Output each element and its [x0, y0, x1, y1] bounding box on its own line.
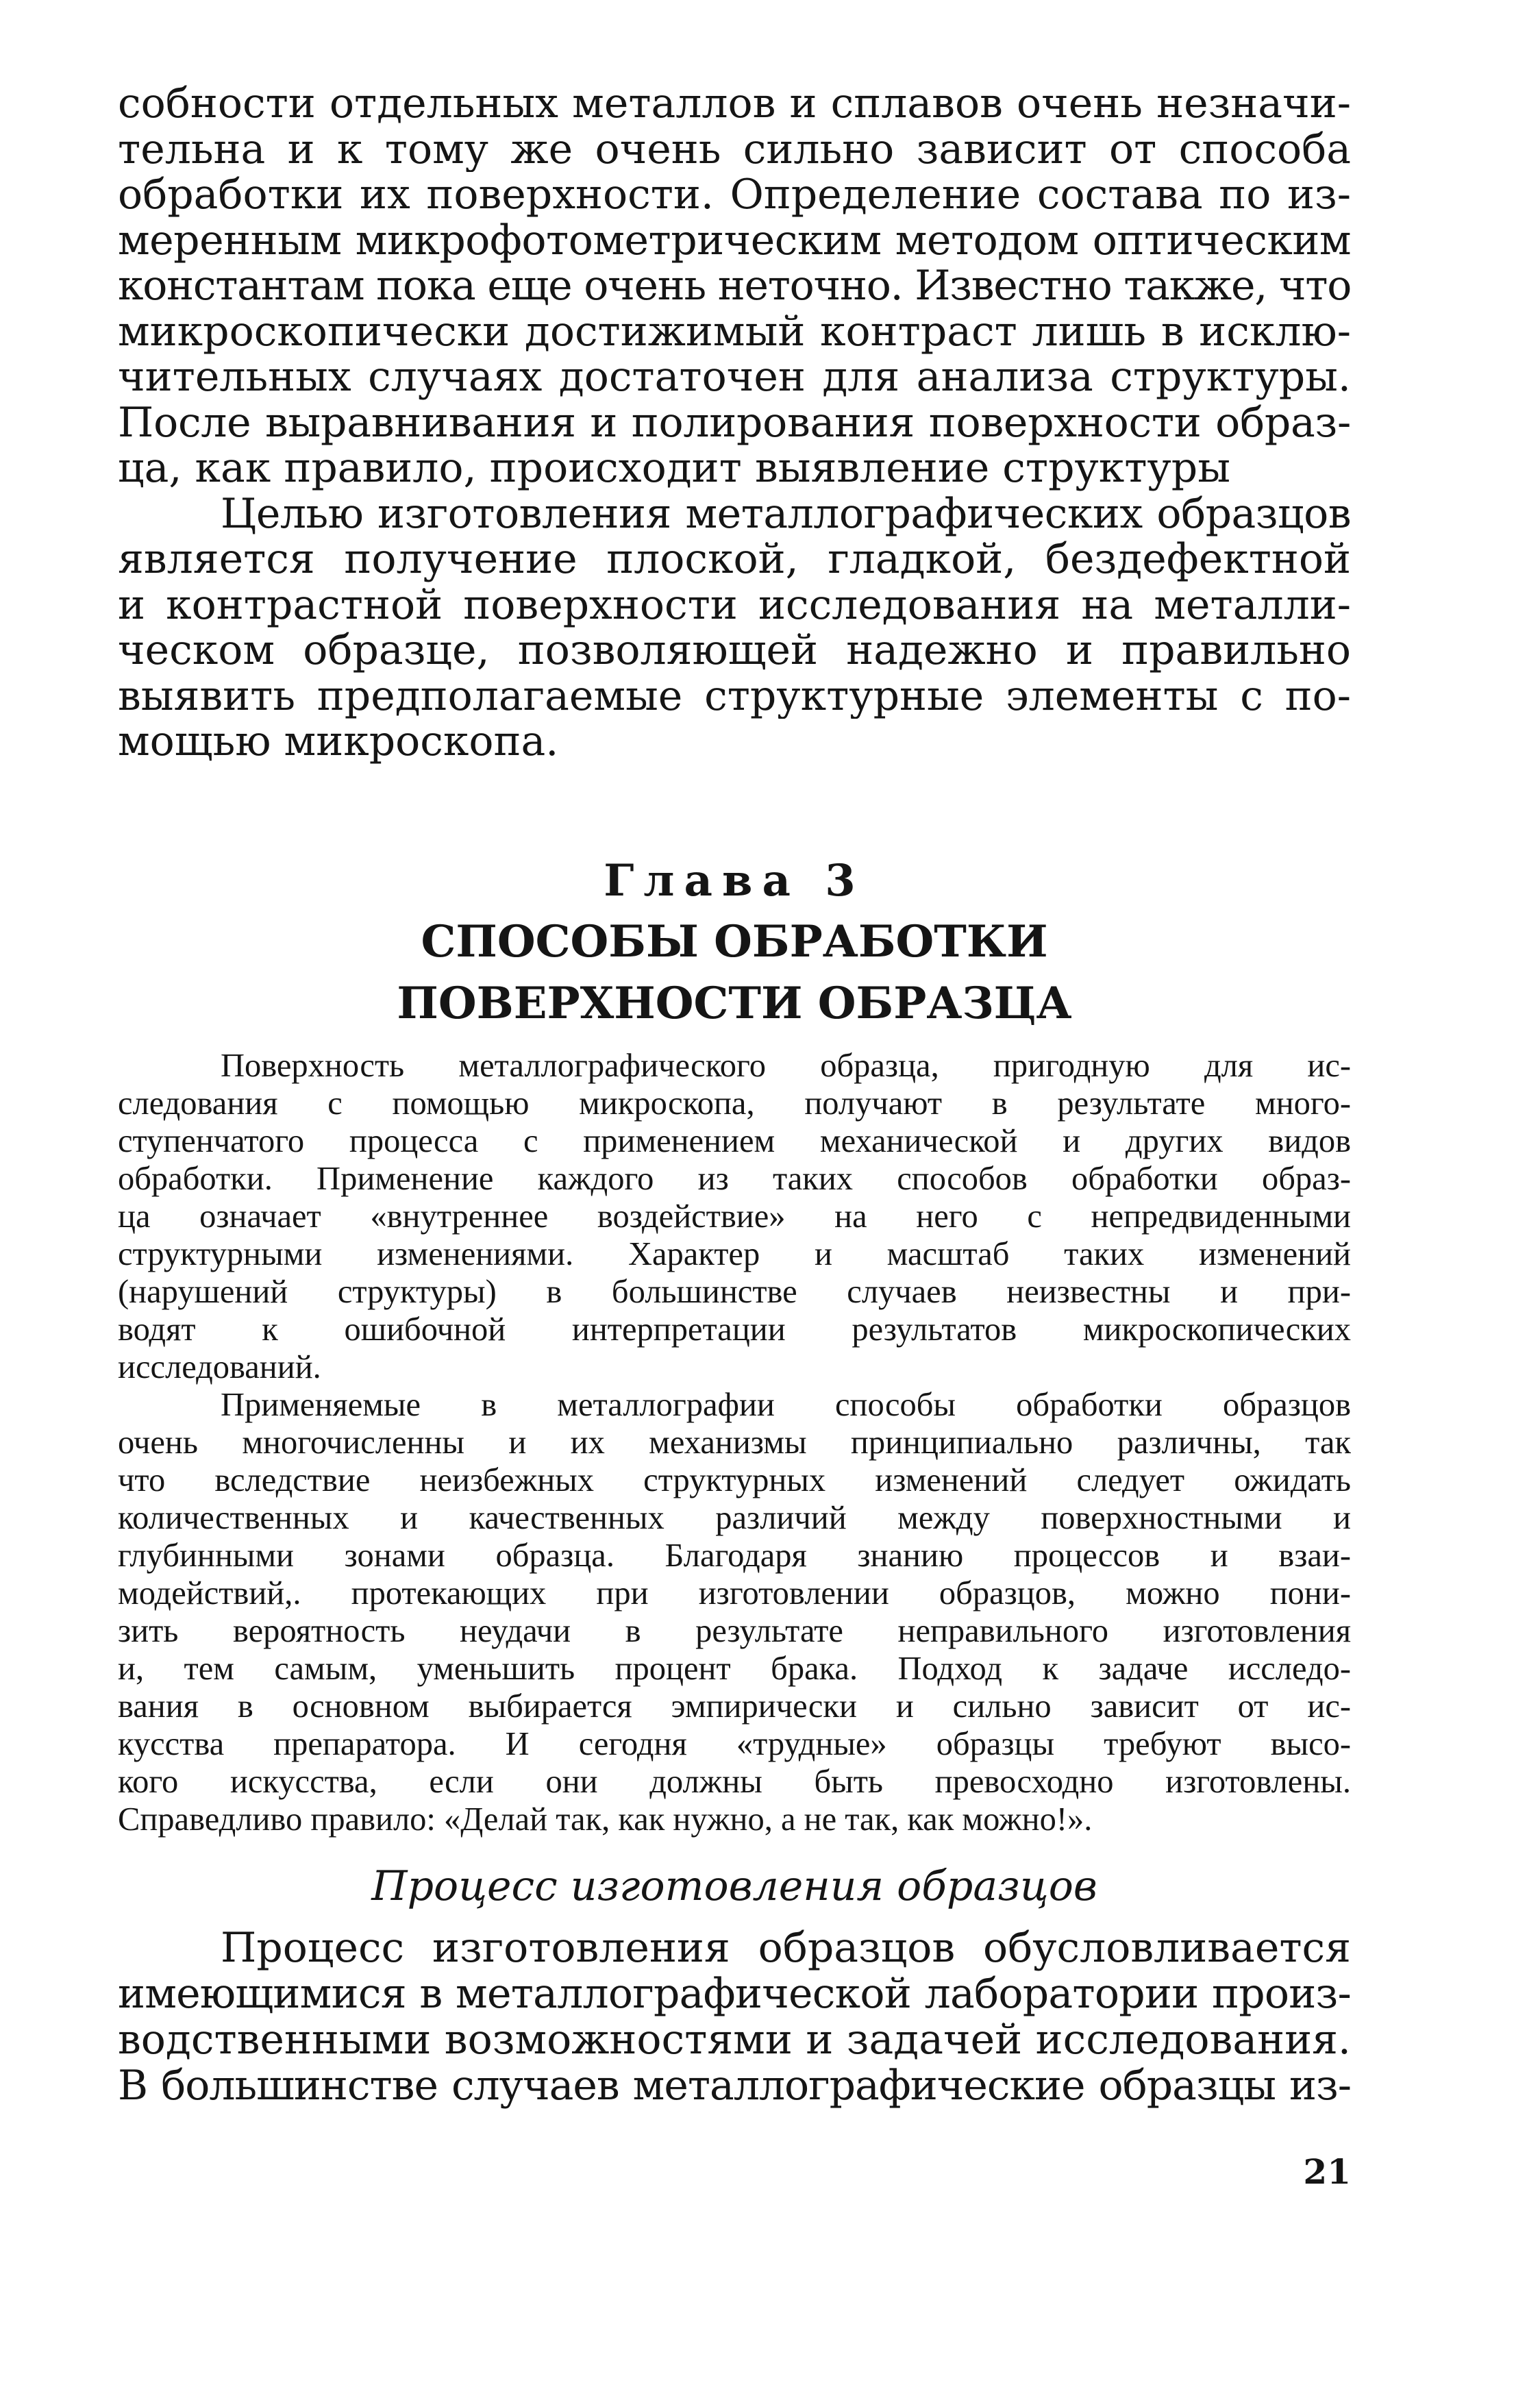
- text-line: Применяемые в металлографии способы обработки образцов: [221, 1387, 1351, 1423]
- text-line: Процесс изготовления образцов обусловливается: [221, 1925, 1351, 1971]
- text-line: структурными изменениями. Характер и масштаб таких изменений: [118, 1236, 1351, 1272]
- text-line: мощью микроскопа.: [118, 719, 559, 765]
- text-line: константам пока еще очень неточно. Известно также, что: [118, 263, 1351, 309]
- text-line: очень многочисленны и их механизмы принципиально различны, так: [118, 1424, 1351, 1461]
- text-line: обработки. Применение каждого из таких способов обработки образ-: [118, 1161, 1351, 1197]
- text-line: ца, как правило, происходит выявление структуры: [118, 445, 1230, 491]
- text-line: имеющимися в металлографической лаборатории произ-: [118, 1971, 1351, 2017]
- page-number: 21: [1303, 2151, 1351, 2192]
- text-line: следования с помощью микроскопа, получают в результате много-: [118, 1085, 1351, 1122]
- text-line: обработки их поверхности. Определение состава по из-: [118, 172, 1351, 218]
- chapter-title: [118, 911, 1351, 1035]
- chapter-title-line: СПОСОБЫ ОБРАБОТКИ: [421, 916, 1048, 967]
- text-line: ческом образце, позволяющей надежно и правильно: [118, 628, 1351, 674]
- chapter-abstract: [118, 1047, 1351, 1838]
- text-line: что вследствие неизбежных структурных изменений следует ожидать: [118, 1462, 1351, 1498]
- body-text-top: [118, 81, 1351, 765]
- subsection-title: Процесс изготовления образцов: [371, 1862, 1097, 1910]
- text-line: и, тем самым, уменьшить процент брака. Подход к задаче исследо-: [118, 1651, 1351, 1687]
- text-line: является получение плоской, гладкой, бездефектной: [118, 536, 1351, 582]
- chapter-title-line: ПОВЕРХНОСТИ ОБРАЗЦА: [397, 978, 1072, 1029]
- text-line: тельна и к тому же очень сильно зависит от способа: [118, 126, 1351, 172]
- text-line: Поверхность металлографического образца, пригодную для ис-: [221, 1048, 1351, 1084]
- text-line: Справедливо правило: «Делай так, как нужно, а не так, как можно!».: [118, 1801, 1093, 1838]
- text-line: и контрастной поверхности исследования на металли-: [118, 582, 1351, 628]
- text-line: После выравнивания и полирования поверхности образ-: [118, 399, 1351, 445]
- text-line: В большинстве случаев металлографические образцы из-: [118, 2063, 1351, 2109]
- text-line: (нарушений структуры) в большинстве случаев неизвестны и при-: [118, 1274, 1351, 1310]
- text-line: зить вероятность неудачи в результате неправильного изготовления: [118, 1613, 1351, 1649]
- text-line: кусства препаратора. И сегодня «трудные» образцы требуют высо-: [118, 1726, 1351, 1762]
- text-line: модействий,. протекающих при изготовлении образцов, можно пони-: [118, 1575, 1351, 1612]
- text-line: собности отдельных металлов и сплавов очень незначи-: [118, 81, 1351, 127]
- text-line: ца означает «внутреннее воздействие» на него с непредвиденными: [118, 1198, 1351, 1235]
- text-line: водственными возможностями и задачей исследования.: [118, 2017, 1351, 2063]
- text-line: исследований.: [118, 1349, 321, 1385]
- text-line: водят к ошибочной интерпретации результатов микроскопических: [118, 1311, 1351, 1348]
- text-line: микроскопически достижимый контраст лишь в исклю-: [118, 308, 1351, 354]
- body-text-bottom: [118, 1925, 1351, 2109]
- text-line: количественных и качественных различий между поверхностными и: [118, 1500, 1351, 1536]
- text-line: чительных случаях достаточен для анализа структуры.: [118, 354, 1351, 400]
- text-line: глубинными зонами образца. Благодаря знанию процессов и взаи-: [118, 1538, 1351, 1574]
- text-line: ступенчатого процесса с применением механической и других видов: [118, 1123, 1351, 1159]
- chapter-label: Глава 3: [604, 855, 865, 906]
- text-line: Целью изготовления металлографических образцов: [221, 491, 1351, 536]
- text-line: выявить предполагаемые структурные элементы с по-: [118, 673, 1351, 719]
- text-line: кого искусства, если они должны быть превосходно изготовлены.: [118, 1764, 1351, 1800]
- text-line: вания в основном выбирается эмпирически и сильно зависит от ис-: [118, 1688, 1351, 1725]
- text-line: меренным микрофотометрическим методом оптическим: [118, 217, 1351, 263]
